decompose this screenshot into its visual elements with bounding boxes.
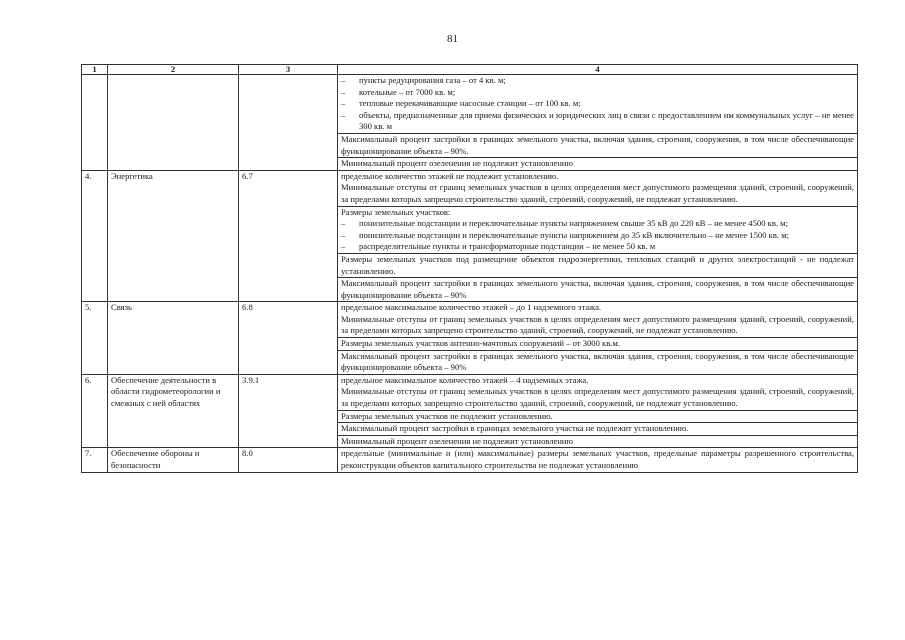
table-row <box>82 374 858 448</box>
row-name-cell: Обеспечение деятельности в области гидрометеорологии и смежных с ней областях <box>108 374 239 448</box>
description-text: Минимальные отступы от границ земельных участков в целях определения мест допустимого размещения зданий, строений, сооружений, за пределами которых запрещено строительство зданий, строений, сооружений, не подлежат установлению. <box>341 182 854 204</box>
description-text: предельное максимальное количество этажей – до 1 надземного этажа. <box>341 302 602 313</box>
dash-bullet-icon: – <box>341 75 346 85</box>
dash-bullet-icon: – <box>341 241 346 252</box>
description-text: Минимальные отступы от границ земельных участков в целях определения мест допустимого размещения зданий, строений, сооружений, за пределами которых запрещено строительство зданий, строений, сооружений, не подлежат установлению. <box>341 313 854 336</box>
bullet-text: распределительные пункты и трансформаторные подстанции – не менее 50 кв. м <box>359 241 656 252</box>
column-header: 4 <box>338 65 858 75</box>
row-name-cell: Связь <box>108 302 239 375</box>
description-paragraph <box>341 338 854 350</box>
table-row <box>82 302 858 375</box>
table-header-row <box>82 65 858 75</box>
row-number-cell: 6. <box>82 374 108 448</box>
dash-bullet-icon: – <box>341 109 346 120</box>
row-name-cell <box>108 75 239 171</box>
table-row <box>82 170 858 302</box>
row-code-cell: 6.7 <box>239 170 338 302</box>
row-number-cell: 7. <box>82 448 108 472</box>
dash-bullet-icon: – <box>341 229 346 240</box>
row-code-cell: 8.0 <box>239 448 338 472</box>
description-text: Размеры земельных участков антенно-мачтовых сооружений – от 3000 кв.м. <box>341 338 620 349</box>
description-text: Максимальный процент застройки в границах земельного участка, включая здания, строения, сооружения, в том числе обеспечивающие функционирование объекта – 90%. <box>341 133 854 156</box>
description-paragraph <box>341 411 854 423</box>
description-text: Максимальный процент застройки в границах земельного участка, включая здания, строения, сооружения, в том числе обеспечивающие функционирование объекта – 90% <box>341 350 854 373</box>
description-text: предельные (минимальные и (или) максимальные) размеры земельных участков, предельные параметры разрешенного строительства, реконструкции объектов капитального строительства не подлежат установлению <box>341 448 854 470</box>
bullet-text: пункты редуцирования газа – от 4 кв. м; <box>359 75 506 85</box>
description-text: Минимальный процент озеленения не подлежит установлению <box>341 158 573 169</box>
description-paragraph <box>341 436 854 448</box>
description-text: Максимальный процент застройки в границах земельного участка, включая здания, строения, сооружения, в том числе обеспечивающие функционирование объекта – 90% <box>341 278 854 300</box>
row-description-cell <box>338 302 858 375</box>
description-text: Размеры земельных участков под размещение объектов гидроэнергетики, тепловых станций и других электростанций - не подлежат установлению. <box>341 253 854 276</box>
bullet-text: понизительные подстанции и переключательные пункты напряжением до 35 кВ включительно – не менее 1500 кв. м; <box>359 229 790 240</box>
bullet-item <box>341 230 854 242</box>
bullet-item <box>341 110 854 133</box>
row-code-cell: 3.9.1 <box>239 374 338 448</box>
row-name-cell: Энергетика <box>108 170 239 302</box>
bullet-text: котельные – от 7000 кв. м; <box>359 86 456 97</box>
description-paragraph <box>341 375 854 410</box>
dash-bullet-icon: – <box>341 218 346 229</box>
description-text: предельное количество этажей не подлежит установлению. <box>341 170 559 181</box>
row-number-cell: 5. <box>82 302 108 375</box>
description-paragraph <box>341 278 854 301</box>
dash-bullet-icon: – <box>341 86 346 97</box>
description-paragraph <box>341 75 854 133</box>
row-number-cell <box>82 75 108 171</box>
row-description-cell <box>338 75 858 171</box>
description-text: предельное максимальное количество этажей – 4 надземных этажа. <box>341 374 589 385</box>
table-row <box>82 448 858 472</box>
document-table <box>81 64 858 473</box>
table-body <box>82 75 858 473</box>
description-paragraph <box>341 158 854 170</box>
column-header: 3 <box>239 65 338 75</box>
row-code-cell: 6.8 <box>239 302 338 375</box>
description-paragraph <box>341 171 854 206</box>
bullet-text: тепловые перекачивающие насосные станции – от 100 кв. м; <box>359 98 581 109</box>
description-text: Размеры земельных участков не подлежит установлению. <box>341 410 553 421</box>
bullet-item <box>341 218 854 230</box>
description-paragraph <box>341 134 854 157</box>
bullet-text: объекты, предназначенные для приема физических и юридических лиц в связи с предоставлением им коммунальных услуг – не менее 300 кв. м <box>359 109 854 132</box>
description-paragraph <box>341 254 854 277</box>
bullet-item <box>341 98 854 110</box>
table-row <box>82 75 858 171</box>
column-header: 1 <box>82 65 108 75</box>
description-text: Максимальный процент застройки в границах земельного участка не подлежит установлению. <box>341 423 689 434</box>
description-text: Размеры земельных участков: <box>341 206 451 217</box>
row-code-cell <box>239 75 338 171</box>
description-paragraph <box>341 207 854 253</box>
description-paragraph <box>341 351 854 374</box>
bullet-item <box>341 75 854 87</box>
column-header: 2 <box>108 65 239 75</box>
description-text: Минимальный процент озеленения не подлежит установлению <box>341 435 573 446</box>
description-paragraph <box>341 448 854 471</box>
description-paragraph <box>341 423 854 435</box>
row-description-cell <box>338 374 858 448</box>
bullet-item <box>341 241 854 253</box>
row-number-cell: 4. <box>82 170 108 302</box>
dash-bullet-icon: – <box>341 98 346 109</box>
row-name-cell: Обеспечение обороны и безопасности <box>108 448 239 472</box>
bullet-item <box>341 87 854 99</box>
description-paragraph <box>341 302 854 337</box>
bullet-text: понизительные подстанции и переключательные пункты напряжением свыше 35 кВ до 220 кВ – не менее 4500 кв. м; <box>359 218 788 229</box>
description-text: Минимальные отступы от границ земельных участков в целях определения мест допустимого размещения зданий, строений, сооружений, за пределами которых запрещено строительство зданий, строений, сооружений, не подлежат установлению. <box>341 386 854 409</box>
page-number: 81 <box>447 33 458 45</box>
row-description-cell <box>338 170 858 302</box>
row-description-cell <box>338 448 858 472</box>
